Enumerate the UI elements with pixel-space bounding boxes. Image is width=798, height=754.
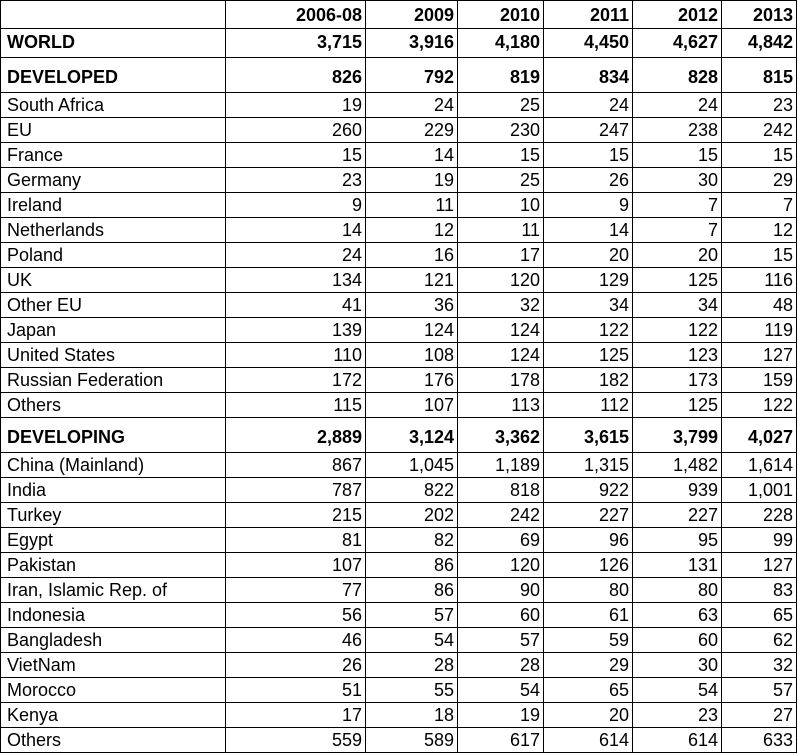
value-cell: 787 xyxy=(226,478,366,503)
value-cell: 26 xyxy=(226,653,366,678)
value-cell: 23 xyxy=(633,703,722,728)
table-row xyxy=(1,193,797,218)
table-row xyxy=(1,553,797,578)
value-cell: 51 xyxy=(226,678,366,703)
value-cell xyxy=(366,418,458,453)
value-cell: 96 xyxy=(544,528,633,553)
value-cell: 176 xyxy=(366,368,458,393)
value-cell: 80 xyxy=(633,578,722,603)
value-cell: 107 xyxy=(226,553,366,578)
row-label: Japan xyxy=(1,318,226,343)
value-cell xyxy=(458,58,544,93)
value-cell: 108 xyxy=(366,343,458,368)
value-cell: 36 xyxy=(366,293,458,318)
value-cell: 120 xyxy=(458,268,544,293)
table-row xyxy=(1,343,797,368)
value-cell: 15 xyxy=(458,143,544,168)
value-cell: 12 xyxy=(722,218,797,243)
value-cell xyxy=(458,29,544,58)
value-cell: 57 xyxy=(722,678,797,703)
row-label: VietNam xyxy=(1,653,226,678)
row-label: Others xyxy=(1,393,226,418)
value-cell: 65 xyxy=(722,603,797,628)
value-cell: 24 xyxy=(226,243,366,268)
value-cell: 172 xyxy=(226,368,366,393)
row-label: Netherlands xyxy=(1,218,226,243)
world-total-row xyxy=(1,29,797,58)
header-cell: 2011 xyxy=(544,1,633,29)
row-label: UK xyxy=(1,268,226,293)
header-cell xyxy=(1,1,226,29)
value-cell: 238 xyxy=(633,118,722,143)
value-text: 819 xyxy=(509,67,540,87)
value-cell: 54 xyxy=(633,678,722,703)
row-label: Indonesia xyxy=(1,603,226,628)
value-cell: 23 xyxy=(722,93,797,118)
value-text: 4,627 xyxy=(672,32,718,52)
value-cell xyxy=(226,418,366,453)
row-label: Egypt xyxy=(1,528,226,553)
table-row xyxy=(1,728,797,753)
value-cell: 82 xyxy=(366,528,458,553)
value-cell: 34 xyxy=(633,293,722,318)
value-cell: 55 xyxy=(366,678,458,703)
table-row xyxy=(1,93,797,118)
value-cell: 1,614 xyxy=(722,453,797,478)
value-cell: 15 xyxy=(544,143,633,168)
row-label: China (Mainland) xyxy=(1,453,226,478)
value-cell: 122 xyxy=(544,318,633,343)
value-cell: 242 xyxy=(722,118,797,143)
table-body xyxy=(1,29,797,753)
value-cell: 230 xyxy=(458,118,544,143)
value-text: 826 xyxy=(331,67,362,87)
value-text: 4,027 xyxy=(747,427,793,447)
header-cell: 2013 xyxy=(722,1,797,29)
table-row xyxy=(1,603,797,628)
value-cell: 139 xyxy=(226,318,366,343)
value-cell: 125 xyxy=(633,268,722,293)
row-label: United States xyxy=(1,343,226,368)
value-cell: 14 xyxy=(226,218,366,243)
row-label: Turkey xyxy=(1,503,226,528)
value-text: 4,180 xyxy=(494,32,540,52)
row-label: Pakistan xyxy=(1,553,226,578)
value-cell xyxy=(544,58,633,93)
value-text: 3,615 xyxy=(583,427,629,447)
value-cell: 131 xyxy=(633,553,722,578)
value-cell: 95 xyxy=(633,528,722,553)
value-cell: 112 xyxy=(544,393,633,418)
value-cell: 159 xyxy=(722,368,797,393)
value-cell: 15 xyxy=(633,143,722,168)
value-cell: 867 xyxy=(226,453,366,478)
table-row xyxy=(1,368,797,393)
value-cell: 86 xyxy=(366,578,458,603)
value-cell xyxy=(633,29,722,58)
value-cell: 24 xyxy=(544,93,633,118)
value-cell: 23 xyxy=(226,168,366,193)
value-cell: 589 xyxy=(366,728,458,753)
table-row xyxy=(1,293,797,318)
value-cell: 28 xyxy=(366,653,458,678)
table-row xyxy=(1,678,797,703)
table-row xyxy=(1,453,797,478)
value-cell: 26 xyxy=(544,168,633,193)
value-cell: 59 xyxy=(544,628,633,653)
value-cell: 54 xyxy=(458,678,544,703)
value-cell: 110 xyxy=(226,343,366,368)
value-cell: 24 xyxy=(633,93,722,118)
value-cell xyxy=(633,58,722,93)
value-cell: 18 xyxy=(366,703,458,728)
value-cell: 32 xyxy=(722,653,797,678)
value-cell: 34 xyxy=(544,293,633,318)
value-cell xyxy=(226,58,366,93)
row-label: South Africa xyxy=(1,93,226,118)
value-cell: 86 xyxy=(366,553,458,578)
value-cell: 559 xyxy=(226,728,366,753)
value-cell: 127 xyxy=(722,553,797,578)
value-cell xyxy=(722,58,797,93)
value-cell: 119 xyxy=(722,318,797,343)
row-label: Morocco xyxy=(1,678,226,703)
table-row xyxy=(1,578,797,603)
value-cell: 1,189 xyxy=(458,453,544,478)
value-cell: 124 xyxy=(458,343,544,368)
value-cell: 46 xyxy=(226,628,366,653)
value-cell: 227 xyxy=(544,503,633,528)
value-cell: 24 xyxy=(366,93,458,118)
value-cell: 15 xyxy=(722,243,797,268)
value-cell xyxy=(366,58,458,93)
value-cell xyxy=(722,418,797,453)
value-cell: 124 xyxy=(458,318,544,343)
value-cell xyxy=(633,418,722,453)
value-cell: 229 xyxy=(366,118,458,143)
value-cell: 25 xyxy=(458,93,544,118)
value-cell: 107 xyxy=(366,393,458,418)
value-cell: 122 xyxy=(722,393,797,418)
value-cell: 19 xyxy=(458,703,544,728)
value-cell: 127 xyxy=(722,343,797,368)
value-cell: 15 xyxy=(226,143,366,168)
row-label: India xyxy=(1,478,226,503)
value-text: 2,889 xyxy=(316,427,362,447)
value-cell: 9 xyxy=(544,193,633,218)
value-cell: 83 xyxy=(722,578,797,603)
table-row xyxy=(1,268,797,293)
value-cell: 1,315 xyxy=(544,453,633,478)
value-cell: 61 xyxy=(544,603,633,628)
value-cell: 16 xyxy=(366,243,458,268)
value-cell xyxy=(722,29,797,58)
table-row xyxy=(1,118,797,143)
value-cell: 129 xyxy=(544,268,633,293)
table-row xyxy=(1,703,797,728)
row-label: Germany xyxy=(1,168,226,193)
header-cell: 2009 xyxy=(366,1,458,29)
value-cell: 178 xyxy=(458,368,544,393)
value-cell: 81 xyxy=(226,528,366,553)
row-label: France xyxy=(1,143,226,168)
row-label: Bangladesh xyxy=(1,628,226,653)
value-cell: 113 xyxy=(458,393,544,418)
value-cell: 62 xyxy=(722,628,797,653)
value-cell: 134 xyxy=(226,268,366,293)
value-cell: 939 xyxy=(633,478,722,503)
value-cell: 247 xyxy=(544,118,633,143)
table-row xyxy=(1,243,797,268)
value-text: 3,799 xyxy=(672,427,718,447)
value-text: 4,450 xyxy=(583,32,629,52)
table-row xyxy=(1,218,797,243)
value-cell: 125 xyxy=(544,343,633,368)
value-cell: 65 xyxy=(544,678,633,703)
value-cell: 28 xyxy=(458,653,544,678)
value-cell: 17 xyxy=(458,243,544,268)
value-cell: 242 xyxy=(458,503,544,528)
value-cell: 633 xyxy=(722,728,797,753)
value-cell xyxy=(544,418,633,453)
value-cell: 173 xyxy=(633,368,722,393)
row-label xyxy=(1,418,226,453)
value-cell: 202 xyxy=(366,503,458,528)
value-cell: 48 xyxy=(722,293,797,318)
value-text: 3,124 xyxy=(408,427,454,447)
value-cell: 125 xyxy=(633,393,722,418)
table-row xyxy=(1,503,797,528)
row-label: Poland xyxy=(1,243,226,268)
value-cell: 19 xyxy=(226,93,366,118)
row-label: Other EU xyxy=(1,293,226,318)
value-cell: 57 xyxy=(458,628,544,653)
row-label-text: DEVELOPING xyxy=(7,427,126,447)
row-label: EU xyxy=(1,118,226,143)
value-text: 828 xyxy=(687,67,718,87)
table-row xyxy=(1,393,797,418)
header-cell: 2010 xyxy=(458,1,544,29)
value-cell: 32 xyxy=(458,293,544,318)
value-text: 3,362 xyxy=(494,427,540,447)
value-cell: 99 xyxy=(722,528,797,553)
row-label: Kenya xyxy=(1,703,226,728)
header-cell: 2012 xyxy=(633,1,722,29)
value-cell: 30 xyxy=(633,653,722,678)
value-cell: 54 xyxy=(366,628,458,653)
value-cell: 182 xyxy=(544,368,633,393)
value-text: 3,916 xyxy=(408,32,454,52)
value-cell: 126 xyxy=(544,553,633,578)
value-cell: 614 xyxy=(544,728,633,753)
value-cell: 11 xyxy=(366,193,458,218)
value-cell: 120 xyxy=(458,553,544,578)
row-label: Ireland xyxy=(1,193,226,218)
value-cell: 1,482 xyxy=(633,453,722,478)
group-total-row xyxy=(1,58,797,93)
value-cell: 1,001 xyxy=(722,478,797,503)
header-row xyxy=(1,1,797,29)
row-label xyxy=(1,29,226,58)
value-cell: 121 xyxy=(366,268,458,293)
value-cell: 9 xyxy=(226,193,366,218)
value-cell: 17 xyxy=(226,703,366,728)
value-text: 834 xyxy=(598,67,629,87)
value-cell: 822 xyxy=(366,478,458,503)
value-cell: 10 xyxy=(458,193,544,218)
value-cell: 617 xyxy=(458,728,544,753)
value-cell: 41 xyxy=(226,293,366,318)
row-label: Russian Federation xyxy=(1,368,226,393)
value-text: 3,715 xyxy=(316,32,362,52)
value-cell: 14 xyxy=(544,218,633,243)
table-row xyxy=(1,143,797,168)
value-cell: 7 xyxy=(722,193,797,218)
value-cell: 122 xyxy=(633,318,722,343)
value-cell: 69 xyxy=(458,528,544,553)
value-cell: 228 xyxy=(722,503,797,528)
value-cell: 116 xyxy=(722,268,797,293)
value-cell: 56 xyxy=(226,603,366,628)
row-label-text: WORLD xyxy=(7,32,75,52)
value-cell: 20 xyxy=(633,243,722,268)
group-total-row xyxy=(1,418,797,453)
row-label xyxy=(1,58,226,93)
value-cell xyxy=(544,29,633,58)
value-text: 815 xyxy=(762,67,793,87)
value-cell xyxy=(226,29,366,58)
table-row xyxy=(1,168,797,193)
value-cell: 12 xyxy=(366,218,458,243)
value-cell: 215 xyxy=(226,503,366,528)
value-cell: 90 xyxy=(458,578,544,603)
value-cell: 60 xyxy=(633,628,722,653)
value-cell: 30 xyxy=(633,168,722,193)
value-cell: 1,045 xyxy=(366,453,458,478)
table-row xyxy=(1,653,797,678)
header-cell: 2006-08 xyxy=(226,1,366,29)
value-cell: 260 xyxy=(226,118,366,143)
value-cell: 27 xyxy=(722,703,797,728)
table-row xyxy=(1,478,797,503)
value-cell: 11 xyxy=(458,218,544,243)
value-text: 4,842 xyxy=(747,32,793,52)
value-cell xyxy=(366,29,458,58)
value-cell: 14 xyxy=(366,143,458,168)
value-cell: 115 xyxy=(226,393,366,418)
value-cell: 19 xyxy=(366,168,458,193)
value-cell: 922 xyxy=(544,478,633,503)
value-cell: 614 xyxy=(633,728,722,753)
value-cell: 29 xyxy=(544,653,633,678)
value-cell: 77 xyxy=(226,578,366,603)
value-cell: 124 xyxy=(366,318,458,343)
row-label-text: DEVELOPED xyxy=(7,67,119,87)
table-row xyxy=(1,318,797,343)
value-cell: 20 xyxy=(544,243,633,268)
value-text: 792 xyxy=(423,67,454,87)
value-cell: 15 xyxy=(722,143,797,168)
value-cell: 29 xyxy=(722,168,797,193)
value-cell: 25 xyxy=(458,168,544,193)
value-cell: 60 xyxy=(458,603,544,628)
value-cell xyxy=(458,418,544,453)
value-cell: 57 xyxy=(366,603,458,628)
value-cell: 227 xyxy=(633,503,722,528)
value-cell: 818 xyxy=(458,478,544,503)
table-row xyxy=(1,628,797,653)
row-label: Others xyxy=(1,728,226,753)
value-cell: 80 xyxy=(544,578,633,603)
table-row xyxy=(1,528,797,553)
value-cell: 7 xyxy=(633,218,722,243)
value-cell: 63 xyxy=(633,603,722,628)
row-label: Iran, Islamic Rep. of xyxy=(1,578,226,603)
value-cell: 123 xyxy=(633,343,722,368)
value-cell: 20 xyxy=(544,703,633,728)
value-cell: 7 xyxy=(633,193,722,218)
